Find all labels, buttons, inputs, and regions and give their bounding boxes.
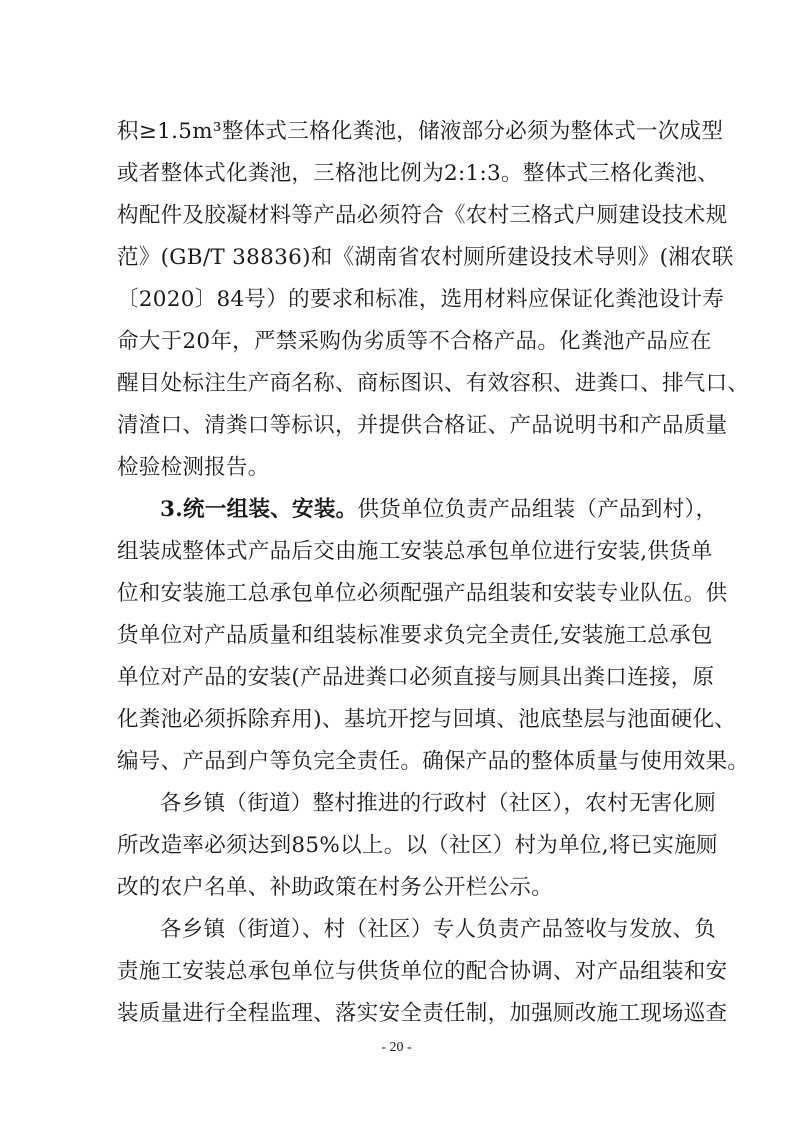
page-number: - 20 - [381,1040,412,1055]
body-text-line: 改的农户名单、补助政策在村务公开栏公示。 [117,875,554,900]
body-text-line: 检验检测报告。 [117,455,270,480]
body-text-span: 供货单位负责产品组装（产品到村）， [357,497,718,522]
body-text-line: 〔2020〕84号）的要求和标准，选用材料应保证化粪池设计寿 [117,287,725,312]
body-text-line: 范》(GB/T 38836)和《湖南省农村厕所建设技术导则》(湘农联 [117,245,734,270]
body-text-line: 化粪池必须拆除弃用)、基坑开挖与回填、池底垫层与池面硬化、 [117,707,737,732]
body-text-line: 所改造率必须达到85%以上。以（社区）村为单位,将已实施厕 [117,833,718,858]
body-text-line: 命大于20年，严禁采购伪劣质等不合格产品。化粪池产品应在 [117,329,712,354]
body-text-line: 组装成整体式产品后交由施工安装总承包单位进行安装,供货单 [117,539,713,564]
section-first-line [160,492,718,528]
body-text-line: 积≥1.5m³整体式三格化粪池，储液部分必须为整体式一次成型 [117,119,724,144]
body-text-line: 位和安装施工总承包单位必须配强产品组装和安装专业队伍。供 [117,581,728,606]
body-text-line: 货单位对产品质量和组装标准要求负完全责任,安装施工总承包 [117,623,713,648]
body-text-line: 装质量进行全程监理、落实安全责任制，加强厕改施工现场巡查 [117,1001,728,1026]
body-text-line: 清渣口、清粪口等标识，并提供合格证、产品说明书和产品质量 [117,413,728,438]
body-text-line: 各乡镇（街道）、村（社区）专人负责产品签收与发放、负 [160,917,717,942]
body-text-line: 各乡镇（街道）整村推进的行政村（社区），农村无害化厕 [160,791,717,816]
body-text-line: 责施工安装总承包单位与供货单位的配合协调、对产品组装和安 [117,959,728,984]
body-text-line: 或者整体式化粪池，三格池比例为2:1:3。整体式三格化粪池、 [117,161,720,186]
body-text-line: 单位对产品的安装(产品进粪口必须直接与厕具出粪口连接，原 [117,665,715,690]
body-text-line: 构配件及胶凝材料等产品必须符合《农村三格式户厕建设技术规 [117,203,728,228]
body-text-line: 醒目处标注生产商名称、商标图识、有效容积、进粪口、排气口、 [117,371,750,396]
section-heading: 3.统一组装、安装。 [160,497,358,522]
body-text-line: 编号、产品到户等负完全责任。确保产品的整体质量与使用效果。 [117,749,750,774]
